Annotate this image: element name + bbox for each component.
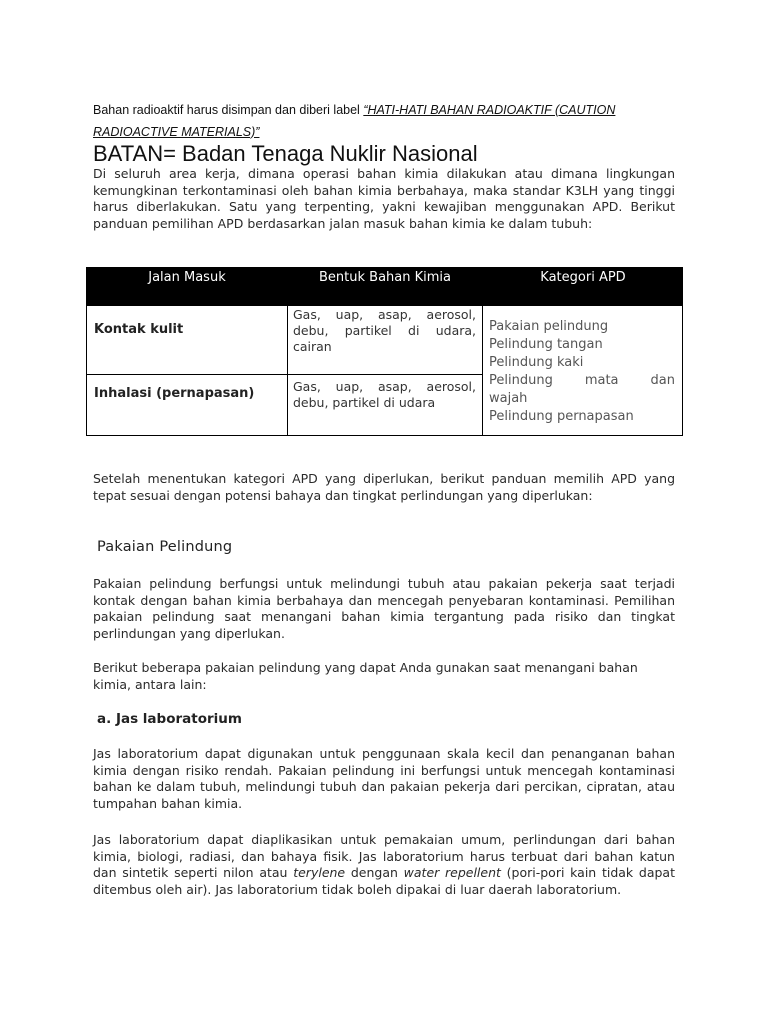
apd-item: Pakaian pelindung [489,319,609,334]
apd-table [86,267,683,436]
apd-selection-paragraph: Setelah menentukan kategori APD yang diperlukan, berikut panduan memilih APD yang tepat sesuai dengan potensi bahaya dan tingkat perlindungan yang diperlukan: [93,471,675,503]
jas-lab-paragraph-2 [93,832,675,898]
pakaian-pelindung-heading: Pakaian Pelindung [97,539,233,555]
text-run: (pori-pori kain tidak dapat ditembus oleh air). Jas laboratorium tidak boleh dipakai di luar daerah laboratorium. [93,865,675,897]
text-run: dengan [345,865,404,880]
jalan-masuk-inhalasi: Inhalasi (pernapasan) [94,386,255,401]
header-jalan-masuk: Jalan Masuk [148,270,226,285]
column-divider [482,306,483,436]
table-header [87,268,682,306]
bentuk-inhalasi: Gas, uap, asap, aerosol, debu, partikel di udara [293,379,476,410]
apd-item: Pelindung mata dan [489,373,675,388]
water-repellent-term: water repellent [403,865,501,880]
pakaian-list-intro: Berikut beberapa pakaian pelindung yang dapat Anda gunakan saat menangani bahan kimia, antara lain: [93,660,638,692]
row-divider [87,374,482,375]
batan-heading: BATAN= Badan Tenaga Nuklir Nasional [93,141,478,166]
jalan-masuk-kontak-kulit: Kontak kulit [94,322,184,337]
caution-label-text: “HATI-HATI BAHAN RADIOAKTIF (CAUTION RADIOACTIVE MATERIALS)” [93,102,616,139]
bentuk-kontak-kulit: Gas, uap, asap, aerosol, debu, partikel di udara, cairan [293,307,476,354]
pakaian-pelindung-paragraph: Pakaian pelindung berfungsi untuk melindungi tubuh atau pakaian pekerja saat terjadi kontak dengan bahan kimia berbahaya dan mencegah penyebaran kontaminasi. Pemilihan pakaian pelindung saat menangani bahan kimia tergantung pada risiko dan tingkat perlindungan yang diperlukan. [93,576,675,641]
k3lh-paragraph: Di seluruh area kerja, dimana operasi bahan kimia dilakukan atau dimana lingkungan kemungkinan terkontaminasi oleh bahan kimia berbahaya, maka standar K3LH yang tinggi harus diberlakukan. Satu yang terpenting, yakni kewajiban menggunakan APD. Berikut panduan pemilihan APD berdasarkan jalan masuk bahan kimia ke dalam tubuh: [93,166,675,231]
intro-text: Bahan radioaktif harus disimpan dan diberi label [93,102,364,117]
apd-item: Pelindung kaki [489,355,584,370]
jas-laboratorium-heading: a. Jas laboratorium [97,711,242,727]
terylene-term: terylene [293,865,346,880]
text-run: Jas laboratorium dapat diaplikasikan untuk pemakaian umum, perlindungan dari bahan kimia, biologi, radiasi, dan bahaya fisik. Jas laboratorium harus terbuat dari bahan katun dan sintetik seperti nilon atau [93,832,675,880]
jas-lab-paragraph-1: Jas laboratorium dapat digunakan untuk penggunaan skala kecil dan penanganan bahan kimia dengan risiko rendah. Pakaian pelindung ini berfungsi untuk mencegah kontaminasi bahan ke dalam tubuh, melindungi tubuh dan pakaian pekerja dari percikan, cipratan, atau tumpahan bahan kimia. [93,746,675,811]
header-bentuk-bahan: Bentuk Bahan Kimia [319,270,451,285]
kategori-apd-list [489,318,675,426]
apd-item: Pelindung pernapasan [489,409,634,424]
apd-item: wajah [489,391,528,406]
apd-item: Pelindung tangan [489,337,603,352]
column-divider [287,306,288,436]
radioactive-label-note [93,99,683,143]
header-kategori-apd: Kategori APD [540,270,626,285]
